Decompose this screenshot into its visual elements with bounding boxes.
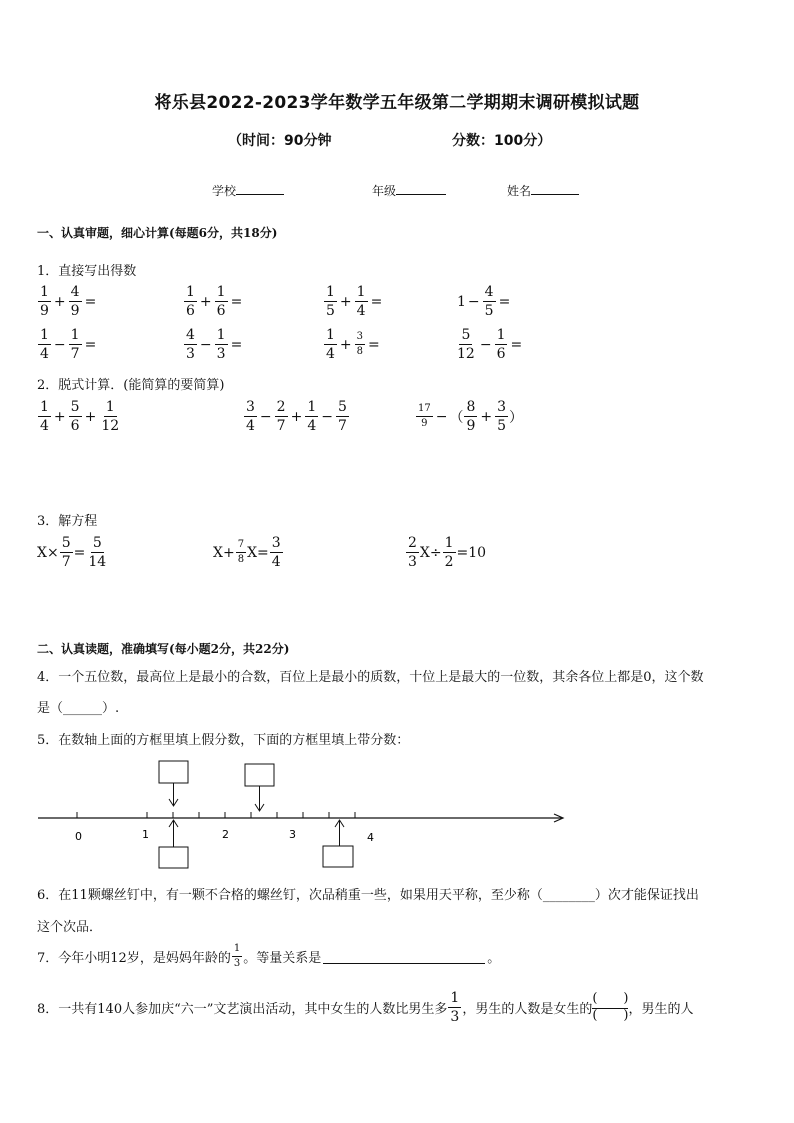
q1-expr-8: $\frac{5}{12}$ − $\frac{1}{6}$ =: [457, 327, 523, 362]
school-field: [212, 182, 284, 199]
q5-text: 5．在数轴上面的方框里填上假分数，下面的方框里填上带分数：: [37, 733, 410, 748]
q1-expr-5: $\frac{1}{4}$ − $\frac{1}{7}$ =: [40, 327, 97, 362]
q2-expr-3: $\frac{17}{9}$ − （ $\frac{8}{9}$ + $\frac{3}{5}$ ）: [418, 399, 524, 434]
q2-expr-2: $\frac{3}{4}$ − $\frac{2}{7}$ + $\frac{1}{4}$ − $\frac{5}{7}$: [246, 399, 347, 434]
lower-box-1[interactable]: [159, 847, 188, 868]
q6-line2: 这个次品．: [37, 920, 103, 935]
grade-blank[interactable]: [396, 182, 446, 195]
q1-expr-2: $\frac{1}{6}$ + $\frac{1}{6}$ =: [186, 284, 243, 319]
q3-title: 3．解方程: [37, 514, 98, 529]
q1-title: 1．直接写出得数: [37, 264, 137, 279]
section2-heading: 二、认真读题，准确填写(每小题2分，共22分): [37, 642, 290, 656]
q8-answer-fraction[interactable]: $\frac{( )}{( )}$: [592, 991, 629, 1023]
grade-field: [372, 182, 446, 199]
name-blank[interactable]: [531, 182, 579, 195]
section1-heading: 一、认真审题，细心计算(每题6分，共18分): [37, 226, 278, 240]
grade-label: 年级: [372, 184, 397, 198]
q4-line1: 4．一个五位数，最高位上是最小的合数，百位上是最小的质数，十位上是最大的一位数，其余各位上都是0，这个数: [37, 670, 704, 685]
q7: 7．今年小明12岁，是妈妈年龄的 $\frac{1}{3}$ 。等量关系是 。: [37, 943, 501, 969]
q1-expr-4: 1 − $\frac{4}{5}$ =: [457, 284, 511, 319]
q2-expr-1: $\frac{1}{4}$ + $\frac{5}{6}$ + $\frac{1}{12}$: [40, 399, 120, 434]
q1-expr-3: $\frac{1}{5}$ + $\frac{1}{4}$ =: [326, 284, 383, 319]
q3-eq-3: $\frac{2}{3}$ X÷ $\frac{1}{2}$ =10: [408, 535, 487, 570]
school-blank[interactable]: [236, 182, 284, 195]
upper-box-1[interactable]: [159, 761, 188, 783]
axis-label-0: 0: [75, 830, 82, 843]
q1-expr-6: $\frac{4}{3}$ − $\frac{1}{3}$ =: [186, 327, 243, 362]
exam-score: 分数：100分）: [452, 133, 552, 149]
axis-label-2: 2: [222, 828, 229, 841]
school-label: 学校: [212, 184, 237, 198]
q6-line1: 6．在11颗螺丝钉中，有一颗不合格的螺丝钉，次品稍重一些，如果用天平称，至少称（________）次才能保证找出: [37, 888, 699, 903]
q7-answer-blank[interactable]: [323, 949, 485, 964]
q1-expr-7: $\frac{1}{4}$ + $\frac{3}{8}$ =: [326, 327, 380, 362]
axis-label-3: 3: [289, 828, 296, 841]
axis-label-1: 1: [142, 828, 149, 841]
q8: 8．一共有140人参加庆“六一”文艺演出活动，其中女生的人数比男生多 $\frac{1}{3}$ ，男生的人数是女生的 $\frac{( )}{( )}$ ，男生的人: [37, 990, 694, 1025]
lower-box-2[interactable]: [323, 846, 353, 867]
q3-eq-1: X× $\frac{5}{7}$ = $\frac{5}{14}$: [37, 535, 107, 570]
exam-time: （时间：90分钟: [228, 133, 332, 149]
upper-box-2[interactable]: [245, 764, 274, 786]
q3-eq-2: X+ $\frac{7}{8}$ X= $\frac{3}{4}$: [213, 535, 281, 570]
axis-ticks: [77, 812, 355, 818]
q4-line2: 是（______）.: [37, 701, 120, 716]
number-line-figure: [30, 755, 575, 870]
name-label: 姓名: [507, 184, 532, 198]
name-field: [507, 182, 579, 199]
q2-title: 2．脱式计算．(能简算的要简算): [37, 378, 225, 393]
q1-expr-1: $\frac{1}{9}$ + $\frac{4}{9}$ =: [40, 284, 97, 319]
axis-label-4: 4: [367, 831, 374, 844]
page-title: 将乐县2022-2023学年数学五年级第二学期期末调研模拟试题: [154, 93, 640, 113]
